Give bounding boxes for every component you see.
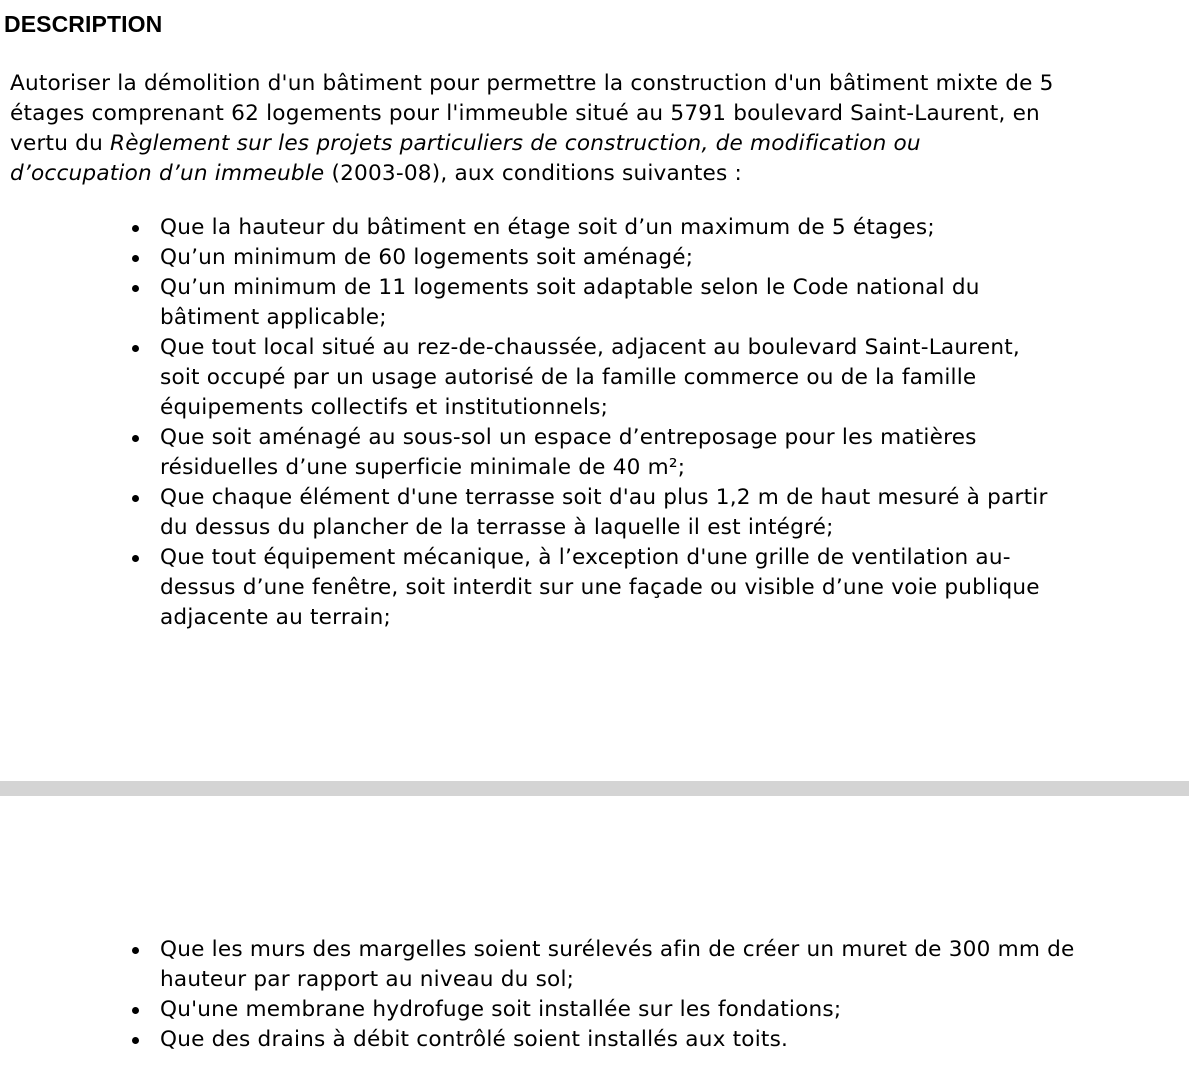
list-item <box>130 935 1075 995</box>
list-item <box>130 543 1048 633</box>
list-item-text: Que des drains à débit contrôlé soient installés aux toits. <box>160 1027 789 1052</box>
list-item-text: Que chaque élément d'une terrasse soit d'au plus 1,2 m de haut mesuré à partir <box>160 485 1048 510</box>
list-item-text: adjacente au terrain; <box>160 605 391 630</box>
conditions-list <box>130 213 1048 633</box>
list-item-text: hauteur par rapport au niveau du sol; <box>160 967 575 992</box>
list-item <box>130 273 1048 333</box>
list-item-text: bâtiment applicable; <box>160 305 387 330</box>
list-item-text: Que tout local situé au rez-de-chaussée, adjacent au boulevard Saint-Laurent, <box>160 335 1020 360</box>
page-title: DESCRIPTION <box>4 11 163 37</box>
list-item <box>130 483 1048 543</box>
list-item-text: Que la hauteur du bâtiment en étage soit d’un maximum de 5 étages; <box>160 215 935 240</box>
intro-line: Autoriser la démolition d'un bâtiment pour permettre la construction d'un bâtiment mixte de 5 <box>10 71 1054 96</box>
intro-paragraph <box>10 69 1185 189</box>
intro-text: vertu du <box>10 131 111 156</box>
list-item <box>130 995 1075 1025</box>
page-divider <box>0 781 1189 796</box>
bylaw-title: Règlement sur les projets particuliers de construction, de modification ou <box>110 131 921 156</box>
list-item-text: dessus d’une fenêtre, soit interdit sur une façade ou visible d’une voie publique <box>160 575 1040 600</box>
intro-line <box>10 129 1185 159</box>
list-item <box>130 243 1048 273</box>
list-item-text: du dessus du plancher de la terrasse à laquelle il est intégré; <box>160 515 834 540</box>
list-item-text: Qu’un minimum de 60 logements soit aménagé; <box>160 245 694 270</box>
list-item-text: équipements collectifs et institutionnels; <box>160 395 609 420</box>
intro-text: (2003-08), aux conditions suivantes : <box>324 161 742 186</box>
list-item-text: Que soit aménagé au sous-sol un espace d’entreposage pour les matières <box>160 425 977 450</box>
list-item-text: Qu'une membrane hydrofuge soit installée sur les fondations; <box>160 997 842 1022</box>
bylaw-title: d’occupation d’un immeuble <box>10 161 325 186</box>
list-item-text: résiduelles d’une superficie minimale de 40 m²; <box>160 455 686 480</box>
list-item-text: Que tout équipement mécanique, à l’exception d'une grille de ventilation au- <box>160 545 1011 570</box>
intro-line: étages comprenant 62 logements pour l'immeuble situé au 5791 boulevard Saint-Laurent, en <box>10 101 1040 126</box>
conditions-list-continued <box>130 935 1075 1055</box>
list-item <box>130 333 1048 423</box>
list-item <box>130 1025 1075 1055</box>
list-item <box>130 213 1048 243</box>
list-item-text: Qu’un minimum de 11 logements soit adaptable selon le Code national du <box>160 275 980 300</box>
intro-line <box>10 159 1185 189</box>
list-item-text: Que les murs des margelles soient surélevés afin de créer un muret de 300 mm de <box>160 937 1075 962</box>
list-item <box>130 423 1048 483</box>
list-item-text: soit occupé par un usage autorisé de la famille commerce ou de la famille <box>160 365 977 390</box>
